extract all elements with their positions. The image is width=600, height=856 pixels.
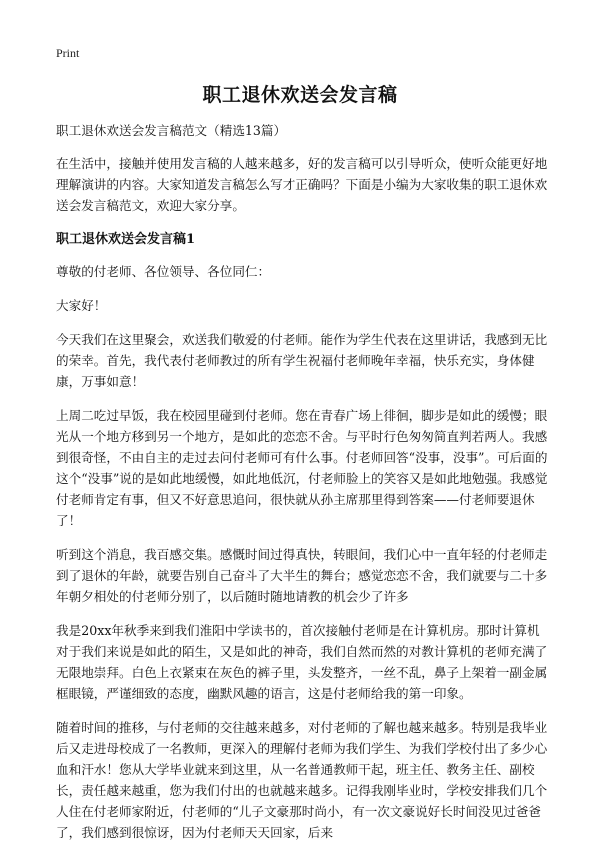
body-paragraph: 随着时间的推移，与付老师的交往越来越多，对付老师的了解也越来越多。特别是我毕业后又走进母校成了一名教师，更深入的理解付老师为我们学生、为我们学校付出了多少心血和汗水！您从大学毕业就来到这里，从一名普通教师干起，班主任、教务主任、副校长，责任越来越重，您为我们付出的也就越来越多。记得我刚毕业时，学校安排我们几个人住在付老师家附近，付老师的“儿子文豪那时尚小，有一次文豪说好长时间没见过爸爸了，我们感到很惊讶，因为付老师天天回家，后来 [56,720,548,840]
section-heading: 职工退休欢送会发言稿1 [56,232,196,247]
print-link[interactable]: Print [56,46,80,60]
article-subtitle: 职工退休欢送会发言稿范文（精选13篇） [56,123,287,138]
intro-paragraph: 在生活中，接触并使用发言稿的人越来越多，好的发言稿可以引导听众，使听众能更好地理解演讲的内容。大家知道发言稿怎么写才正确吗？下面是小编为大家收集的职工退休欢送会发言稿范文，欢迎大家分享。 [56,156,548,213]
greeting-line-2: 大家好！ [56,298,107,313]
page-title: 职工退休欢送会发言稿 [202,84,398,106]
greeting-line: 尊敬的付老师、各位领导、各位同仁： [56,264,271,279]
article-body [56,120,552,856]
body-paragraph: 上周二吃过早饭，我在校园里碰到付老师。您在青春广场上徘徊，脚步是如此的缓慢；眼光从一个地方移到另一个地方，是如此的恋恋不舍。与平时行色匆匆简直判若两人。我感到很奇怪，不由自主的走过去问付老师可有什么事。付老师回答“没事，没事”。可后面的这个“没事”说的是如此地缓慢，如此地低沉，付老师脸上的笑容又是如此地勉强。我感觉付老师肯定有事，但又不好意思追问，很快就从孙主席那里得到答案——付老师要退休了！ [56,408,548,528]
body-paragraph: 今天我们在这里聚会，欢送我们敬爱的付老师。能作为学生代表在这里讲话，我感到无比的荣幸。首先，我代表付老师教过的所有学生祝福付老师晚年幸福，快乐充实，身体健康，万事如意！ [56,332,548,389]
body-paragraph: 听到这个消息，我百感交集。感慨时间过得真快，转眼间，我们心中一直年轻的付老师走到了退休的年龄，就要告别自己奋斗了大半生的舞台；感觉恋恋不舍，我们就要与二十多年朝夕相处的付老师分别了，以后随时随地请教的机会少了许多 [56,547,548,604]
body-paragraph: 我是20xx年秋季来到我们淮阳中学读书的，首次接触付老师是在计算机房。那时计算机对于我们来说是如此的陌生，又是如此的神奇，我们自然而然的对教计算机的老师充满了无限地崇拜。白色上衣紧束在灰色的裤子里，头发整齐，一丝不乱，鼻子上架着一副金属框眼镜，严谨细致的态度，幽默风趣的语言，这是付老师给我的第一印象。 [56,623,548,701]
